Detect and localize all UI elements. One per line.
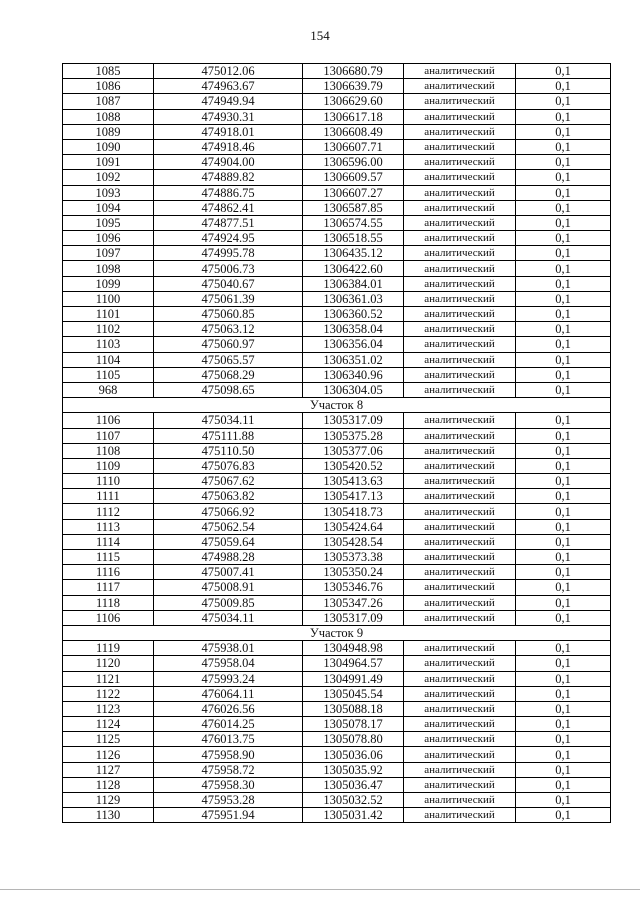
point-number-cell: 968 [63,382,154,397]
table-row [63,610,611,625]
accuracy-cell: 0,1 [516,580,611,595]
x-coordinate-cell: 475938.01 [154,641,303,656]
x-coordinate-cell: 475067.62 [154,474,303,489]
x-coordinate-cell: 476013.75 [154,732,303,747]
x-coordinate-cell: 475110.50 [154,443,303,458]
x-coordinate-cell: 475111.88 [154,428,303,443]
table-row [63,565,611,580]
y-coordinate-cell: 1305035.92 [303,762,404,777]
method-cell: аналитический [404,519,516,534]
table-row [63,458,611,473]
method-cell: аналитический [404,215,516,230]
y-coordinate-cell: 1305317.09 [303,610,404,625]
accuracy-cell: 0,1 [516,139,611,154]
table-row [63,79,611,94]
y-coordinate-cell: 1306629.60 [303,94,404,109]
table-row [63,185,611,200]
method-cell: аналитический [404,717,516,732]
y-coordinate-cell: 1304991.49 [303,671,404,686]
accuracy-cell: 0,1 [516,246,611,261]
y-coordinate-cell: 1305373.38 [303,550,404,565]
point-number-cell: 1103 [63,337,154,352]
y-coordinate-cell: 1305317.09 [303,413,404,428]
accuracy-cell: 0,1 [516,686,611,701]
accuracy-cell: 0,1 [516,185,611,200]
y-coordinate-cell: 1306304.05 [303,382,404,397]
accuracy-cell: 0,1 [516,428,611,443]
point-number-cell: 1088 [63,109,154,124]
table-row [63,139,611,154]
point-number-cell: 1090 [63,139,154,154]
accuracy-cell: 0,1 [516,595,611,610]
method-cell: аналитический [404,732,516,747]
point-number-cell: 1119 [63,641,154,656]
x-coordinate-cell: 474963.67 [154,79,303,94]
method-cell: аналитический [404,200,516,215]
table-row [63,671,611,686]
table-row [63,443,611,458]
method-cell: аналитический [404,686,516,701]
accuracy-cell: 0,1 [516,337,611,352]
table-row [63,276,611,291]
table-row [63,534,611,549]
point-number-cell: 1089 [63,124,154,139]
accuracy-cell: 0,1 [516,656,611,671]
point-number-cell: 1100 [63,291,154,306]
point-number-cell: 1087 [63,94,154,109]
y-coordinate-cell: 1305078.80 [303,732,404,747]
y-coordinate-cell: 1306360.52 [303,307,404,322]
accuracy-cell: 0,1 [516,474,611,489]
y-coordinate-cell: 1306608.49 [303,124,404,139]
point-number-cell: 1109 [63,458,154,473]
y-coordinate-cell: 1305375.28 [303,428,404,443]
y-coordinate-cell: 1304964.57 [303,656,404,671]
x-coordinate-cell: 475062.54 [154,519,303,534]
x-coordinate-cell: 475065.57 [154,352,303,367]
table-row [63,215,611,230]
method-cell: аналитический [404,701,516,716]
table-row [63,686,611,701]
accuracy-cell: 0,1 [516,261,611,276]
point-number-cell: 1117 [63,580,154,595]
y-coordinate-cell: 1305424.64 [303,519,404,534]
y-coordinate-cell: 1306607.71 [303,139,404,154]
point-number-cell: 1108 [63,443,154,458]
method-cell: аналитический [404,671,516,686]
table-row [63,261,611,276]
x-coordinate-cell: 474904.00 [154,155,303,170]
x-coordinate-cell: 475958.90 [154,747,303,762]
method-cell: аналитический [404,337,516,352]
point-number-cell: 1110 [63,474,154,489]
method-cell: аналитический [404,64,516,79]
section-title: Участок 9 [63,625,611,640]
table-row [63,382,611,397]
point-number-cell: 1124 [63,717,154,732]
point-number-cell: 1114 [63,534,154,549]
x-coordinate-cell: 476026.56 [154,701,303,716]
y-coordinate-cell: 1305347.26 [303,595,404,610]
x-coordinate-cell: 474889.82 [154,170,303,185]
table-row [63,322,611,337]
point-number-cell: 1120 [63,656,154,671]
accuracy-cell: 0,1 [516,489,611,504]
table-row [63,413,611,428]
point-number-cell: 1118 [63,595,154,610]
table-row [63,200,611,215]
point-number-cell: 1098 [63,261,154,276]
point-number-cell: 1105 [63,367,154,382]
point-number-cell: 1106 [63,610,154,625]
y-coordinate-cell: 1306384.01 [303,276,404,291]
table-row [63,64,611,79]
x-coordinate-cell: 475012.06 [154,64,303,79]
point-number-cell: 1085 [63,64,154,79]
y-coordinate-cell: 1305346.76 [303,580,404,595]
table-row [63,595,611,610]
method-cell: аналитический [404,550,516,565]
y-coordinate-cell: 1305045.54 [303,686,404,701]
x-coordinate-cell: 475953.28 [154,793,303,808]
accuracy-cell: 0,1 [516,610,611,625]
point-number-cell: 1111 [63,489,154,504]
table-row [63,352,611,367]
x-coordinate-cell: 475958.30 [154,777,303,792]
table-row [63,777,611,792]
point-number-cell: 1125 [63,732,154,747]
method-cell: аналитический [404,261,516,276]
point-number-cell: 1121 [63,671,154,686]
accuracy-cell: 0,1 [516,747,611,762]
page-number: 154 [310,28,330,43]
table-row [63,580,611,595]
method-cell: аналитический [404,185,516,200]
x-coordinate-cell: 474862.41 [154,200,303,215]
method-cell: аналитический [404,458,516,473]
point-number-cell: 1113 [63,519,154,534]
table-row [63,170,611,185]
table-row [63,489,611,504]
point-number-cell: 1097 [63,246,154,261]
accuracy-cell: 0,1 [516,200,611,215]
x-coordinate-cell: 476014.25 [154,717,303,732]
x-coordinate-cell: 475066.92 [154,504,303,519]
x-coordinate-cell: 475061.39 [154,291,303,306]
point-number-cell: 1096 [63,231,154,246]
accuracy-cell: 0,1 [516,109,611,124]
accuracy-cell: 0,1 [516,777,611,792]
method-cell: аналитический [404,352,516,367]
table-row [63,793,611,808]
x-coordinate-cell: 475034.11 [154,610,303,625]
point-number-cell: 1129 [63,793,154,808]
table-row [63,337,611,352]
table-row [63,291,611,306]
point-number-cell: 1127 [63,762,154,777]
x-coordinate-cell: 475007.41 [154,565,303,580]
y-coordinate-cell: 1306422.60 [303,261,404,276]
accuracy-cell: 0,1 [516,352,611,367]
accuracy-cell: 0,1 [516,534,611,549]
x-coordinate-cell: 475040.67 [154,276,303,291]
method-cell: аналитический [404,291,516,306]
x-coordinate-cell: 474930.31 [154,109,303,124]
y-coordinate-cell: 1305377.06 [303,443,404,458]
y-coordinate-cell: 1306351.02 [303,352,404,367]
accuracy-cell: 0,1 [516,671,611,686]
method-cell: аналитический [404,762,516,777]
accuracy-cell: 0,1 [516,550,611,565]
y-coordinate-cell: 1304948.98 [303,641,404,656]
method-cell: аналитический [404,428,516,443]
y-coordinate-cell: 1305418.73 [303,504,404,519]
method-cell: аналитический [404,793,516,808]
x-coordinate-cell: 474877.51 [154,215,303,230]
x-coordinate-cell: 474918.46 [154,139,303,154]
accuracy-cell: 0,1 [516,291,611,306]
method-cell: аналитический [404,367,516,382]
accuracy-cell: 0,1 [516,276,611,291]
method-cell: аналитический [404,474,516,489]
y-coordinate-cell: 1306518.55 [303,231,404,246]
point-number-cell: 1128 [63,777,154,792]
table-row [63,717,611,732]
x-coordinate-cell: 474886.75 [154,185,303,200]
x-coordinate-cell: 475008.91 [154,580,303,595]
method-cell: аналитический [404,489,516,504]
y-coordinate-cell: 1305428.54 [303,534,404,549]
point-number-cell: 1123 [63,701,154,716]
y-coordinate-cell: 1305032.52 [303,793,404,808]
accuracy-cell: 0,1 [516,64,611,79]
accuracy-cell: 0,1 [516,504,611,519]
y-coordinate-cell: 1306609.57 [303,170,404,185]
y-coordinate-cell: 1305413.63 [303,474,404,489]
table-row [63,641,611,656]
y-coordinate-cell: 1305031.42 [303,808,404,823]
accuracy-cell: 0,1 [516,565,611,580]
table-row [63,504,611,519]
method-cell: аналитический [404,747,516,762]
point-number-cell: 1106 [63,413,154,428]
x-coordinate-cell: 475006.73 [154,261,303,276]
accuracy-cell: 0,1 [516,793,611,808]
table-row [63,762,611,777]
accuracy-cell: 0,1 [516,808,611,823]
method-cell: аналитический [404,170,516,185]
method-cell: аналитический [404,382,516,397]
y-coordinate-cell: 1306358.04 [303,322,404,337]
point-number-cell: 1115 [63,550,154,565]
accuracy-cell: 0,1 [516,413,611,428]
accuracy-cell: 0,1 [516,307,611,322]
accuracy-cell: 0,1 [516,732,611,747]
x-coordinate-cell: 475063.82 [154,489,303,504]
accuracy-cell: 0,1 [516,231,611,246]
y-coordinate-cell: 1306639.79 [303,79,404,94]
y-coordinate-cell: 1305417.13 [303,489,404,504]
y-coordinate-cell: 1306607.27 [303,185,404,200]
method-cell: аналитический [404,610,516,625]
scan-bottom-edge [0,889,640,890]
accuracy-cell: 0,1 [516,762,611,777]
table-row [63,550,611,565]
coordinates-table [62,63,611,823]
method-cell: аналитический [404,322,516,337]
method-cell: аналитический [404,777,516,792]
x-coordinate-cell: 474918.01 [154,124,303,139]
y-coordinate-cell: 1306596.00 [303,155,404,170]
method-cell: аналитический [404,276,516,291]
accuracy-cell: 0,1 [516,215,611,230]
table-row [63,732,611,747]
section-header-row [63,398,611,413]
point-number-cell: 1116 [63,565,154,580]
accuracy-cell: 0,1 [516,443,611,458]
accuracy-cell: 0,1 [516,79,611,94]
table-row [63,428,611,443]
point-number-cell: 1094 [63,200,154,215]
x-coordinate-cell: 475059.64 [154,534,303,549]
point-number-cell: 1130 [63,808,154,823]
method-cell: аналитический [404,155,516,170]
point-number-cell: 1086 [63,79,154,94]
x-coordinate-cell: 475958.04 [154,656,303,671]
accuracy-cell: 0,1 [516,717,611,732]
x-coordinate-cell: 474949.94 [154,94,303,109]
y-coordinate-cell: 1306587.85 [303,200,404,215]
y-coordinate-cell: 1306340.96 [303,367,404,382]
x-coordinate-cell: 475993.24 [154,671,303,686]
y-coordinate-cell: 1306617.18 [303,109,404,124]
x-coordinate-cell: 475060.85 [154,307,303,322]
accuracy-cell: 0,1 [516,458,611,473]
point-number-cell: 1126 [63,747,154,762]
section-header-row [63,625,611,640]
table-row [63,246,611,261]
method-cell: аналитический [404,443,516,458]
table-row [63,124,611,139]
point-number-cell: 1102 [63,322,154,337]
accuracy-cell: 0,1 [516,124,611,139]
y-coordinate-cell: 1306435.12 [303,246,404,261]
section-title: Участок 8 [63,398,611,413]
point-number-cell: 1093 [63,185,154,200]
accuracy-cell: 0,1 [516,382,611,397]
x-coordinate-cell: 475034.11 [154,413,303,428]
x-coordinate-cell: 476064.11 [154,686,303,701]
point-number-cell: 1095 [63,215,154,230]
x-coordinate-cell: 475009.85 [154,595,303,610]
table-row [63,367,611,382]
point-number-cell: 1099 [63,276,154,291]
y-coordinate-cell: 1305078.17 [303,717,404,732]
table-row [63,656,611,671]
method-cell: аналитический [404,580,516,595]
method-cell: аналитический [404,246,516,261]
method-cell: аналитический [404,94,516,109]
method-cell: аналитический [404,641,516,656]
accuracy-cell: 0,1 [516,322,611,337]
method-cell: аналитический [404,808,516,823]
method-cell: аналитический [404,565,516,580]
point-number-cell: 1122 [63,686,154,701]
x-coordinate-cell: 475958.72 [154,762,303,777]
y-coordinate-cell: 1306356.04 [303,337,404,352]
method-cell: аналитический [404,231,516,246]
point-number-cell: 1092 [63,170,154,185]
point-number-cell: 1107 [63,428,154,443]
x-coordinate-cell: 474924.95 [154,231,303,246]
point-number-cell: 1104 [63,352,154,367]
x-coordinate-cell: 475068.29 [154,367,303,382]
y-coordinate-cell: 1306680.79 [303,64,404,79]
y-coordinate-cell: 1306574.55 [303,215,404,230]
table-row [63,808,611,823]
y-coordinate-cell: 1305088.18 [303,701,404,716]
accuracy-cell: 0,1 [516,701,611,716]
table-row [63,747,611,762]
method-cell: аналитический [404,79,516,94]
table-row [63,701,611,716]
method-cell: аналитический [404,656,516,671]
accuracy-cell: 0,1 [516,155,611,170]
y-coordinate-cell: 1305036.47 [303,777,404,792]
y-coordinate-cell: 1305420.52 [303,458,404,473]
x-coordinate-cell: 475951.94 [154,808,303,823]
x-coordinate-cell: 474988.28 [154,550,303,565]
method-cell: аналитический [404,109,516,124]
point-number-cell: 1091 [63,155,154,170]
x-coordinate-cell: 475098.65 [154,382,303,397]
method-cell: аналитический [404,124,516,139]
coordinates-table-body [63,64,611,823]
table-row [63,474,611,489]
x-coordinate-cell: 475063.12 [154,322,303,337]
accuracy-cell: 0,1 [516,519,611,534]
accuracy-cell: 0,1 [516,367,611,382]
x-coordinate-cell: 475060.97 [154,337,303,352]
x-coordinate-cell: 474995.78 [154,246,303,261]
method-cell: аналитический [404,413,516,428]
accuracy-cell: 0,1 [516,170,611,185]
method-cell: аналитический [404,139,516,154]
y-coordinate-cell: 1305036.06 [303,747,404,762]
point-number-cell: 1112 [63,504,154,519]
table-row [63,94,611,109]
method-cell: аналитический [404,504,516,519]
table-row [63,109,611,124]
table-row [63,231,611,246]
accuracy-cell: 0,1 [516,94,611,109]
point-number-cell: 1101 [63,307,154,322]
method-cell: аналитический [404,307,516,322]
y-coordinate-cell: 1305350.24 [303,565,404,580]
table-row [63,307,611,322]
y-coordinate-cell: 1306361.03 [303,291,404,306]
table-row [63,155,611,170]
accuracy-cell: 0,1 [516,641,611,656]
table-row [63,519,611,534]
method-cell: аналитический [404,595,516,610]
method-cell: аналитический [404,534,516,549]
x-coordinate-cell: 475076.83 [154,458,303,473]
